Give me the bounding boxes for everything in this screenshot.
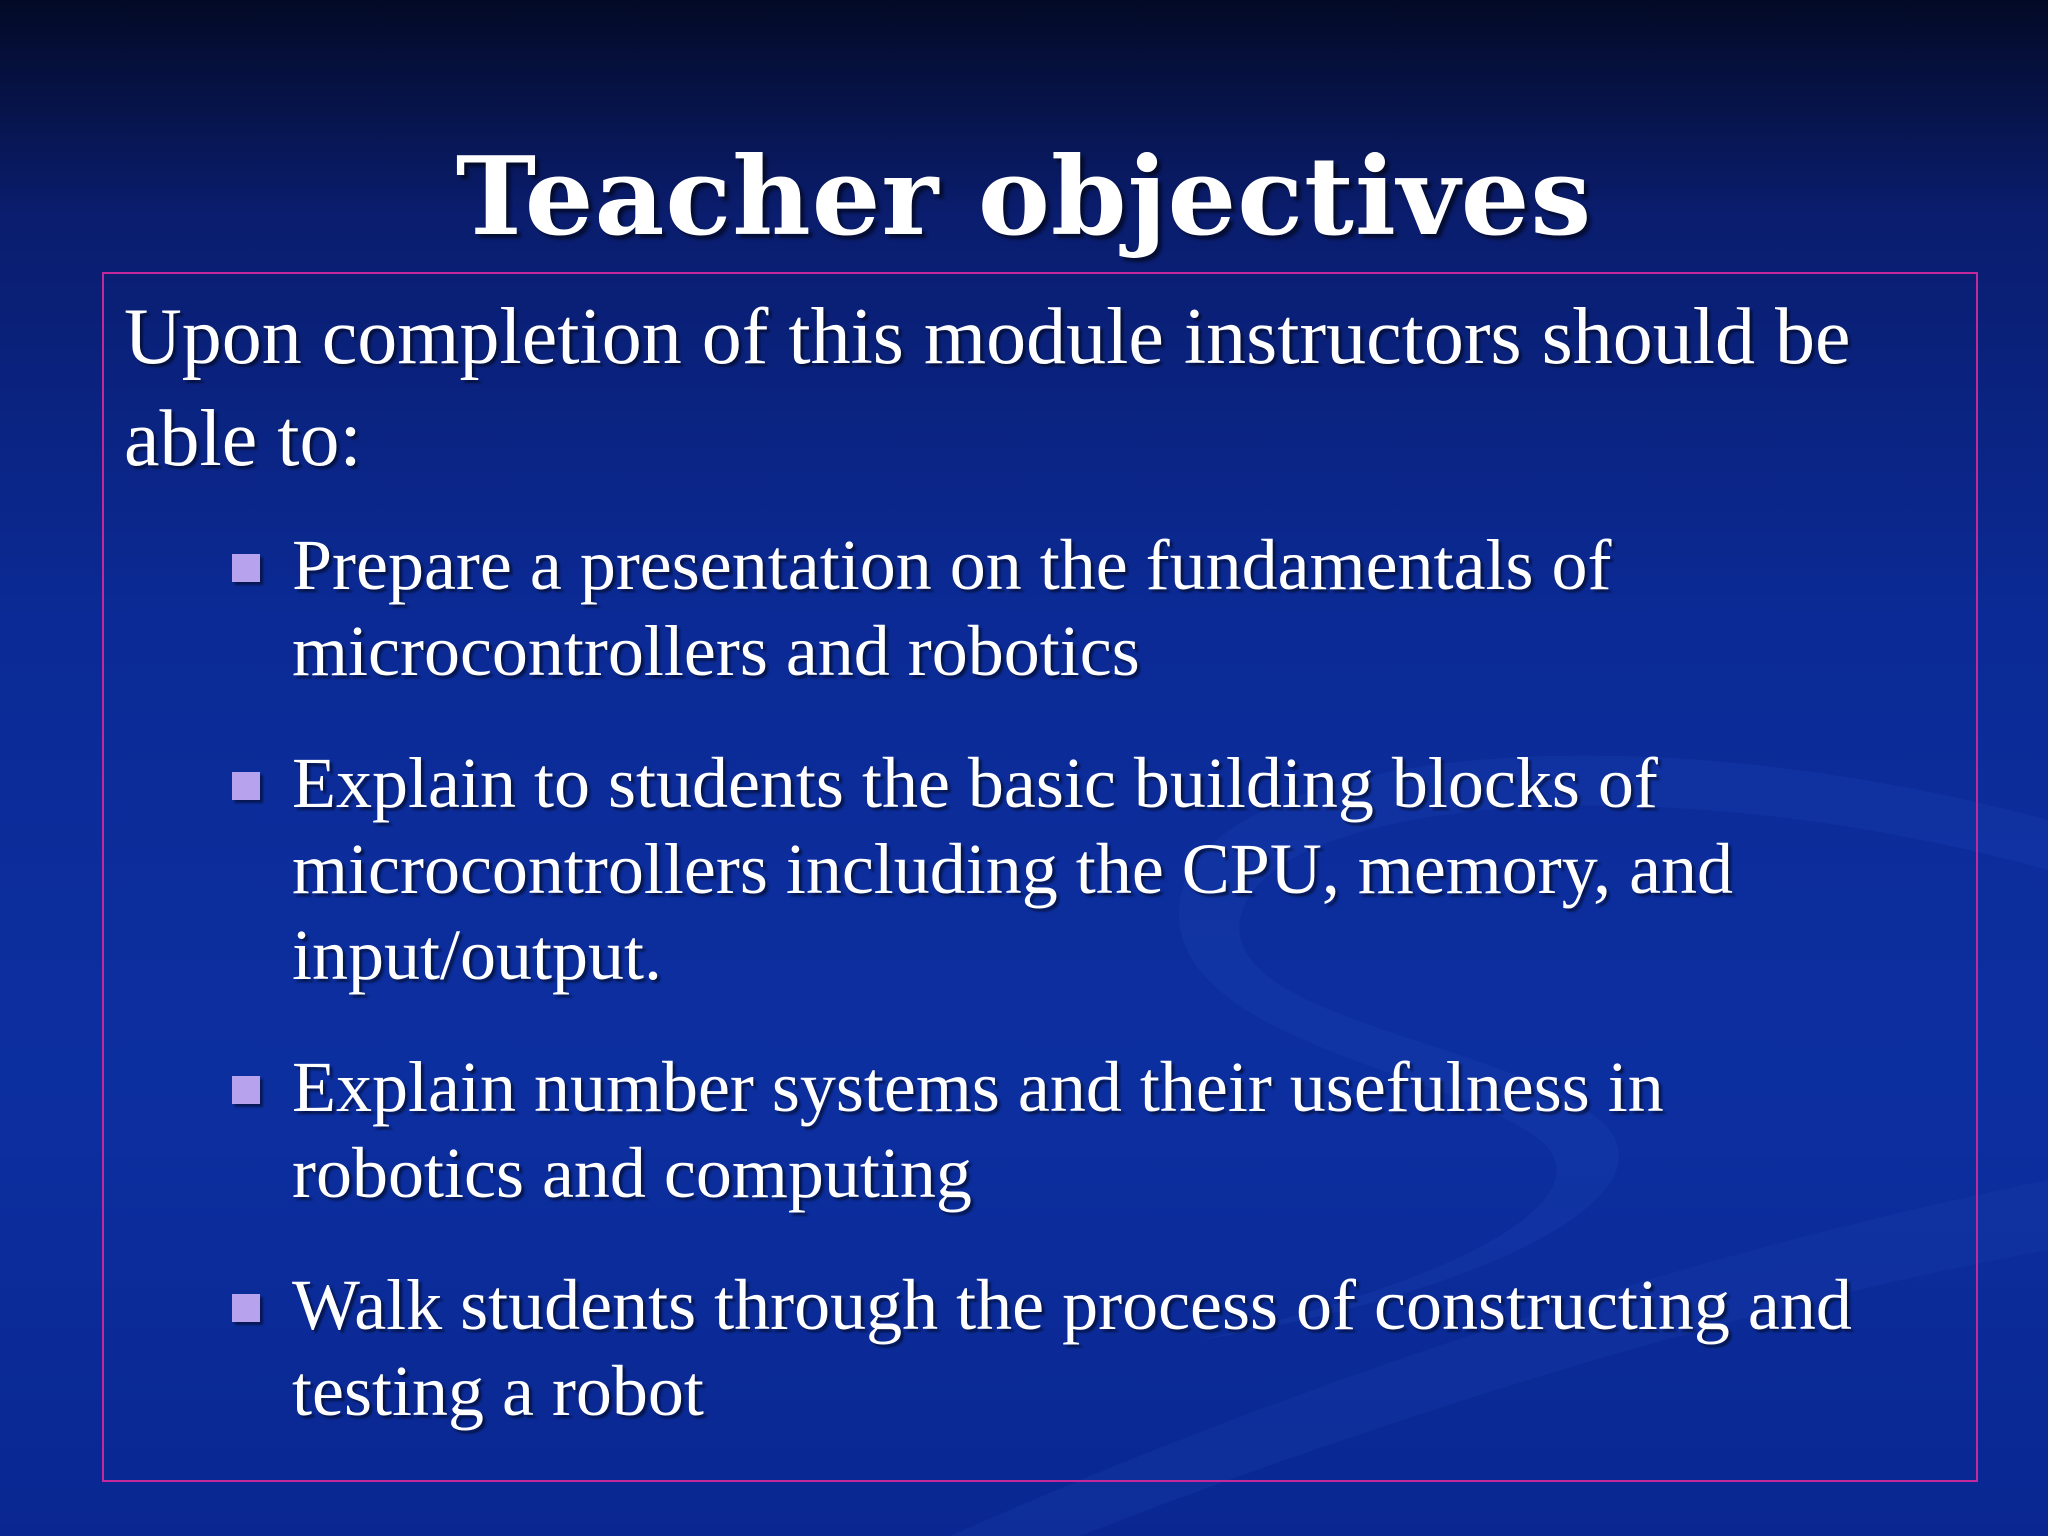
objective-item [104, 1044, 1980, 1216]
square-bullet-icon [232, 1294, 260, 1322]
objectives-list [104, 522, 1980, 1480]
square-bullet-icon [232, 772, 260, 800]
objective-item [104, 522, 1980, 694]
intro-text: Upon completion of this module instructors should be able to: [124, 293, 1851, 483]
objective-text: Prepare a presentation on the fundamentals of microcontrollers and robotics [292, 525, 1612, 691]
objective-text: Walk students through the process of constructing and testing a robot [292, 1265, 1852, 1431]
objective-text: Explain to students the basic building blocks of microcontrollers including the CPU, memory, and input/output. [292, 743, 1734, 995]
slide-title: Teacher objectives [455, 134, 1593, 261]
objective-item [104, 1262, 1980, 1434]
square-bullet-icon [232, 1076, 260, 1104]
content-frame [102, 272, 1978, 1482]
square-bullet-icon [232, 554, 260, 582]
objective-text: Explain number systems and their usefulness in robotics and computing [292, 1047, 1664, 1213]
objective-item [104, 740, 1980, 998]
